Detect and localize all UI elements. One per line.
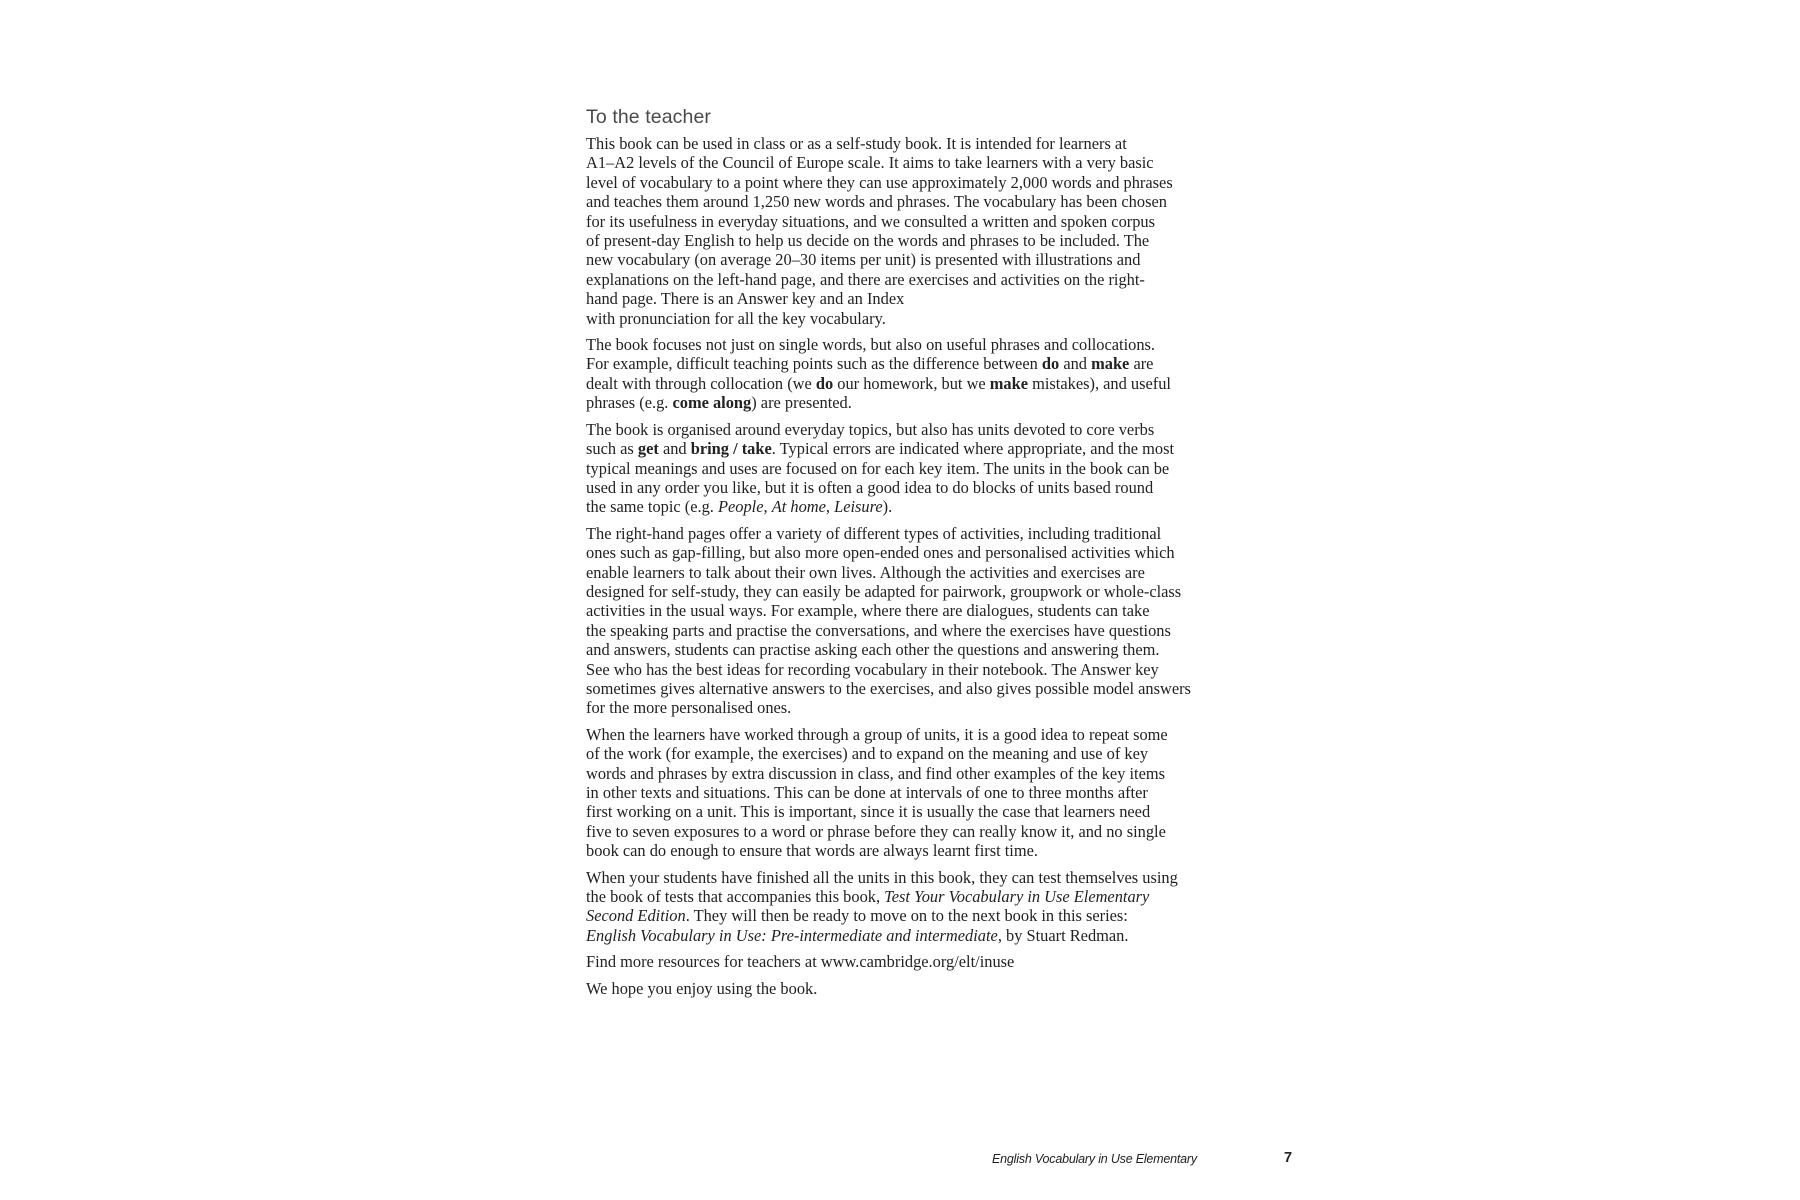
text-line bbox=[586, 926, 1206, 945]
text-run: . They will then be ready to move on to the next book in this series: bbox=[685, 906, 1128, 926]
page-number: 7 bbox=[1284, 1150, 1293, 1166]
text-line: for the more personalised ones. bbox=[586, 698, 792, 718]
text-line: and answers, students can practise asking each other the questions and answering them. bbox=[586, 640, 1160, 660]
bold-term: do bbox=[815, 373, 834, 393]
text-run: ) are presented. bbox=[751, 393, 852, 413]
book-title-italic: Test Your Vocabulary in Use Elementary bbox=[884, 887, 1150, 907]
italic-term: At home bbox=[771, 497, 826, 517]
text-line: designed for self-study, they can easily be adapted for pairwork, groupwork or whole-class bbox=[586, 581, 1182, 601]
text-line: of the work (for example, the exercises) and to expand on the meaning and use of key bbox=[586, 744, 1149, 764]
paragraph-revision bbox=[586, 725, 1206, 861]
text-run: and bbox=[1059, 354, 1092, 374]
italic-term: People bbox=[718, 497, 764, 517]
text-line bbox=[586, 439, 1206, 458]
text-run: dealt with through collocation (we bbox=[586, 373, 816, 393]
text-run: and bbox=[658, 439, 691, 459]
text-line bbox=[586, 393, 1206, 412]
text-line: first working on a unit. This is important, since it is usually the case that learners need bbox=[586, 802, 1151, 822]
paragraph-intro bbox=[586, 134, 1206, 328]
text-line: typical meanings and uses are focused on for each key item. The units in the book can be bbox=[586, 458, 1170, 478]
text-run: , by Stuart Redman. bbox=[997, 925, 1129, 945]
text-line: of present-day English to help us decide on the words and phrases to be included. The bbox=[586, 231, 1150, 251]
bold-term: make bbox=[1091, 354, 1130, 374]
text-run: phrases (e.g. bbox=[586, 393, 673, 413]
text-line: the speaking parts and practise the conversations, and where the exercises have questions bbox=[586, 620, 1171, 640]
italic-term: Leisure bbox=[834, 497, 883, 517]
text-line: sometimes gives alternative answers to the exercises, and also gives possible model answers bbox=[586, 678, 1191, 698]
text-run: For example, difficult teaching points such as the difference between bbox=[586, 354, 1042, 374]
text-run: ). bbox=[882, 497, 893, 517]
text-run: such as bbox=[586, 439, 638, 459]
text-run: our homework, but we bbox=[833, 373, 990, 393]
text-line bbox=[586, 374, 1206, 393]
text-line: activities in the usual ways. For example, where there are dialogues, students can take bbox=[586, 601, 1150, 621]
text-line: used in any order you like, but it is often a good idea to do blocks of units based round bbox=[586, 477, 1154, 497]
bold-term: come along bbox=[672, 393, 752, 413]
text-line: This book can be used in class or as a self-study book. It is intended for learners at bbox=[586, 134, 1127, 153]
text-run: , bbox=[825, 497, 835, 517]
text-line: The book is organised around everyday topics, but also has units devoted to core verbs bbox=[586, 419, 1155, 439]
bold-term: make bbox=[989, 373, 1029, 393]
page-title: To the teacher bbox=[586, 106, 711, 128]
paragraph-collocations bbox=[586, 335, 1206, 413]
text-line: enable learners to talk about their own lives. Although the activities and exercises are bbox=[586, 562, 1145, 582]
text-line: book can do enough to ensure that words are always learnt first time. bbox=[586, 841, 1038, 861]
bold-term: get bbox=[637, 439, 659, 459]
bold-term: do bbox=[1041, 354, 1060, 374]
text-run: mistakes), and useful bbox=[1028, 373, 1171, 393]
text-line: words and phrases by extra discussion in class, and find other examples of the key items bbox=[586, 763, 1166, 783]
footer-book-title: English Vocabulary in Use Elementary bbox=[992, 1152, 1197, 1166]
text-line bbox=[586, 354, 1206, 373]
paragraph-activities bbox=[586, 524, 1206, 718]
text-line: five to seven exposures to a word or phrase before they can really know it, and no single bbox=[586, 821, 1166, 841]
text-line: When your students have finished all the units in this book, they can test themselves using bbox=[586, 867, 1178, 887]
text-line: in other texts and situations. This can be done at intervals of one to three months after bbox=[586, 783, 1148, 802]
resources-text: Find more resources for teachers at www.cambridge.org/elt/inuse bbox=[586, 952, 1015, 972]
text-run: , bbox=[763, 497, 772, 517]
text-run: the book of tests that accompanies this book, bbox=[586, 887, 885, 907]
text-line: level of vocabulary to a point where they can use approximately 2,000 words and phrases bbox=[586, 172, 1173, 192]
text-run: are bbox=[1129, 354, 1154, 374]
text-line: A1–A2 levels of the Council of Europe scale. It aims to take learners with a very basic bbox=[586, 153, 1154, 173]
bold-term: bring / take bbox=[690, 439, 772, 459]
book-title-italic: Second Edition bbox=[586, 906, 686, 926]
text-line: with pronunciation for all the key vocabulary. bbox=[586, 308, 886, 328]
paragraph-closing bbox=[586, 979, 1206, 998]
text-line: ones such as gap-filling, but also more open-ended ones and personalised activities which bbox=[586, 543, 1175, 563]
text-run: . Typical errors are indicated where appropriate, and the most bbox=[771, 439, 1175, 459]
paragraph-resources bbox=[586, 952, 1206, 971]
paragraph-next-steps bbox=[586, 868, 1206, 946]
page-content bbox=[586, 103, 1206, 1005]
text-line: explanations on the left-hand page, and there are exercises and activities on the right- bbox=[586, 269, 1145, 289]
closing-text: We hope you enjoy using the book. bbox=[586, 978, 818, 998]
text-line: and teaches them around 1,250 new words and phrases. The vocabulary has been chosen bbox=[586, 192, 1167, 212]
text-run: the same topic (e.g. bbox=[586, 497, 718, 517]
text-line: See who has the best ideas for recording vocabulary in their notebook. The Answer key bbox=[586, 659, 1159, 679]
text-line: The right-hand pages offer a variety of different types of activities, including traditional bbox=[586, 523, 1162, 543]
text-line bbox=[586, 906, 1206, 925]
text-line bbox=[586, 497, 1206, 516]
text-line: hand page. There is an Answer key and an Index bbox=[586, 289, 905, 309]
text-line: The book focuses not just on single words, but also on useful phrases and collocations. bbox=[586, 335, 1156, 355]
text-line: When the learners have worked through a group of units, it is a good idea to repeat some bbox=[586, 724, 1168, 744]
paragraph-organisation bbox=[586, 420, 1206, 517]
book-title-italic: English Vocabulary in Use: Pre-intermediate and intermediate bbox=[586, 925, 998, 945]
text-line bbox=[586, 887, 1206, 906]
text-line: new vocabulary (on average 20–30 items per unit) is presented with illustrations and bbox=[586, 250, 1141, 270]
text-line: for its usefulness in everyday situations, and we consulted a written and spoken corpus bbox=[586, 211, 1155, 231]
